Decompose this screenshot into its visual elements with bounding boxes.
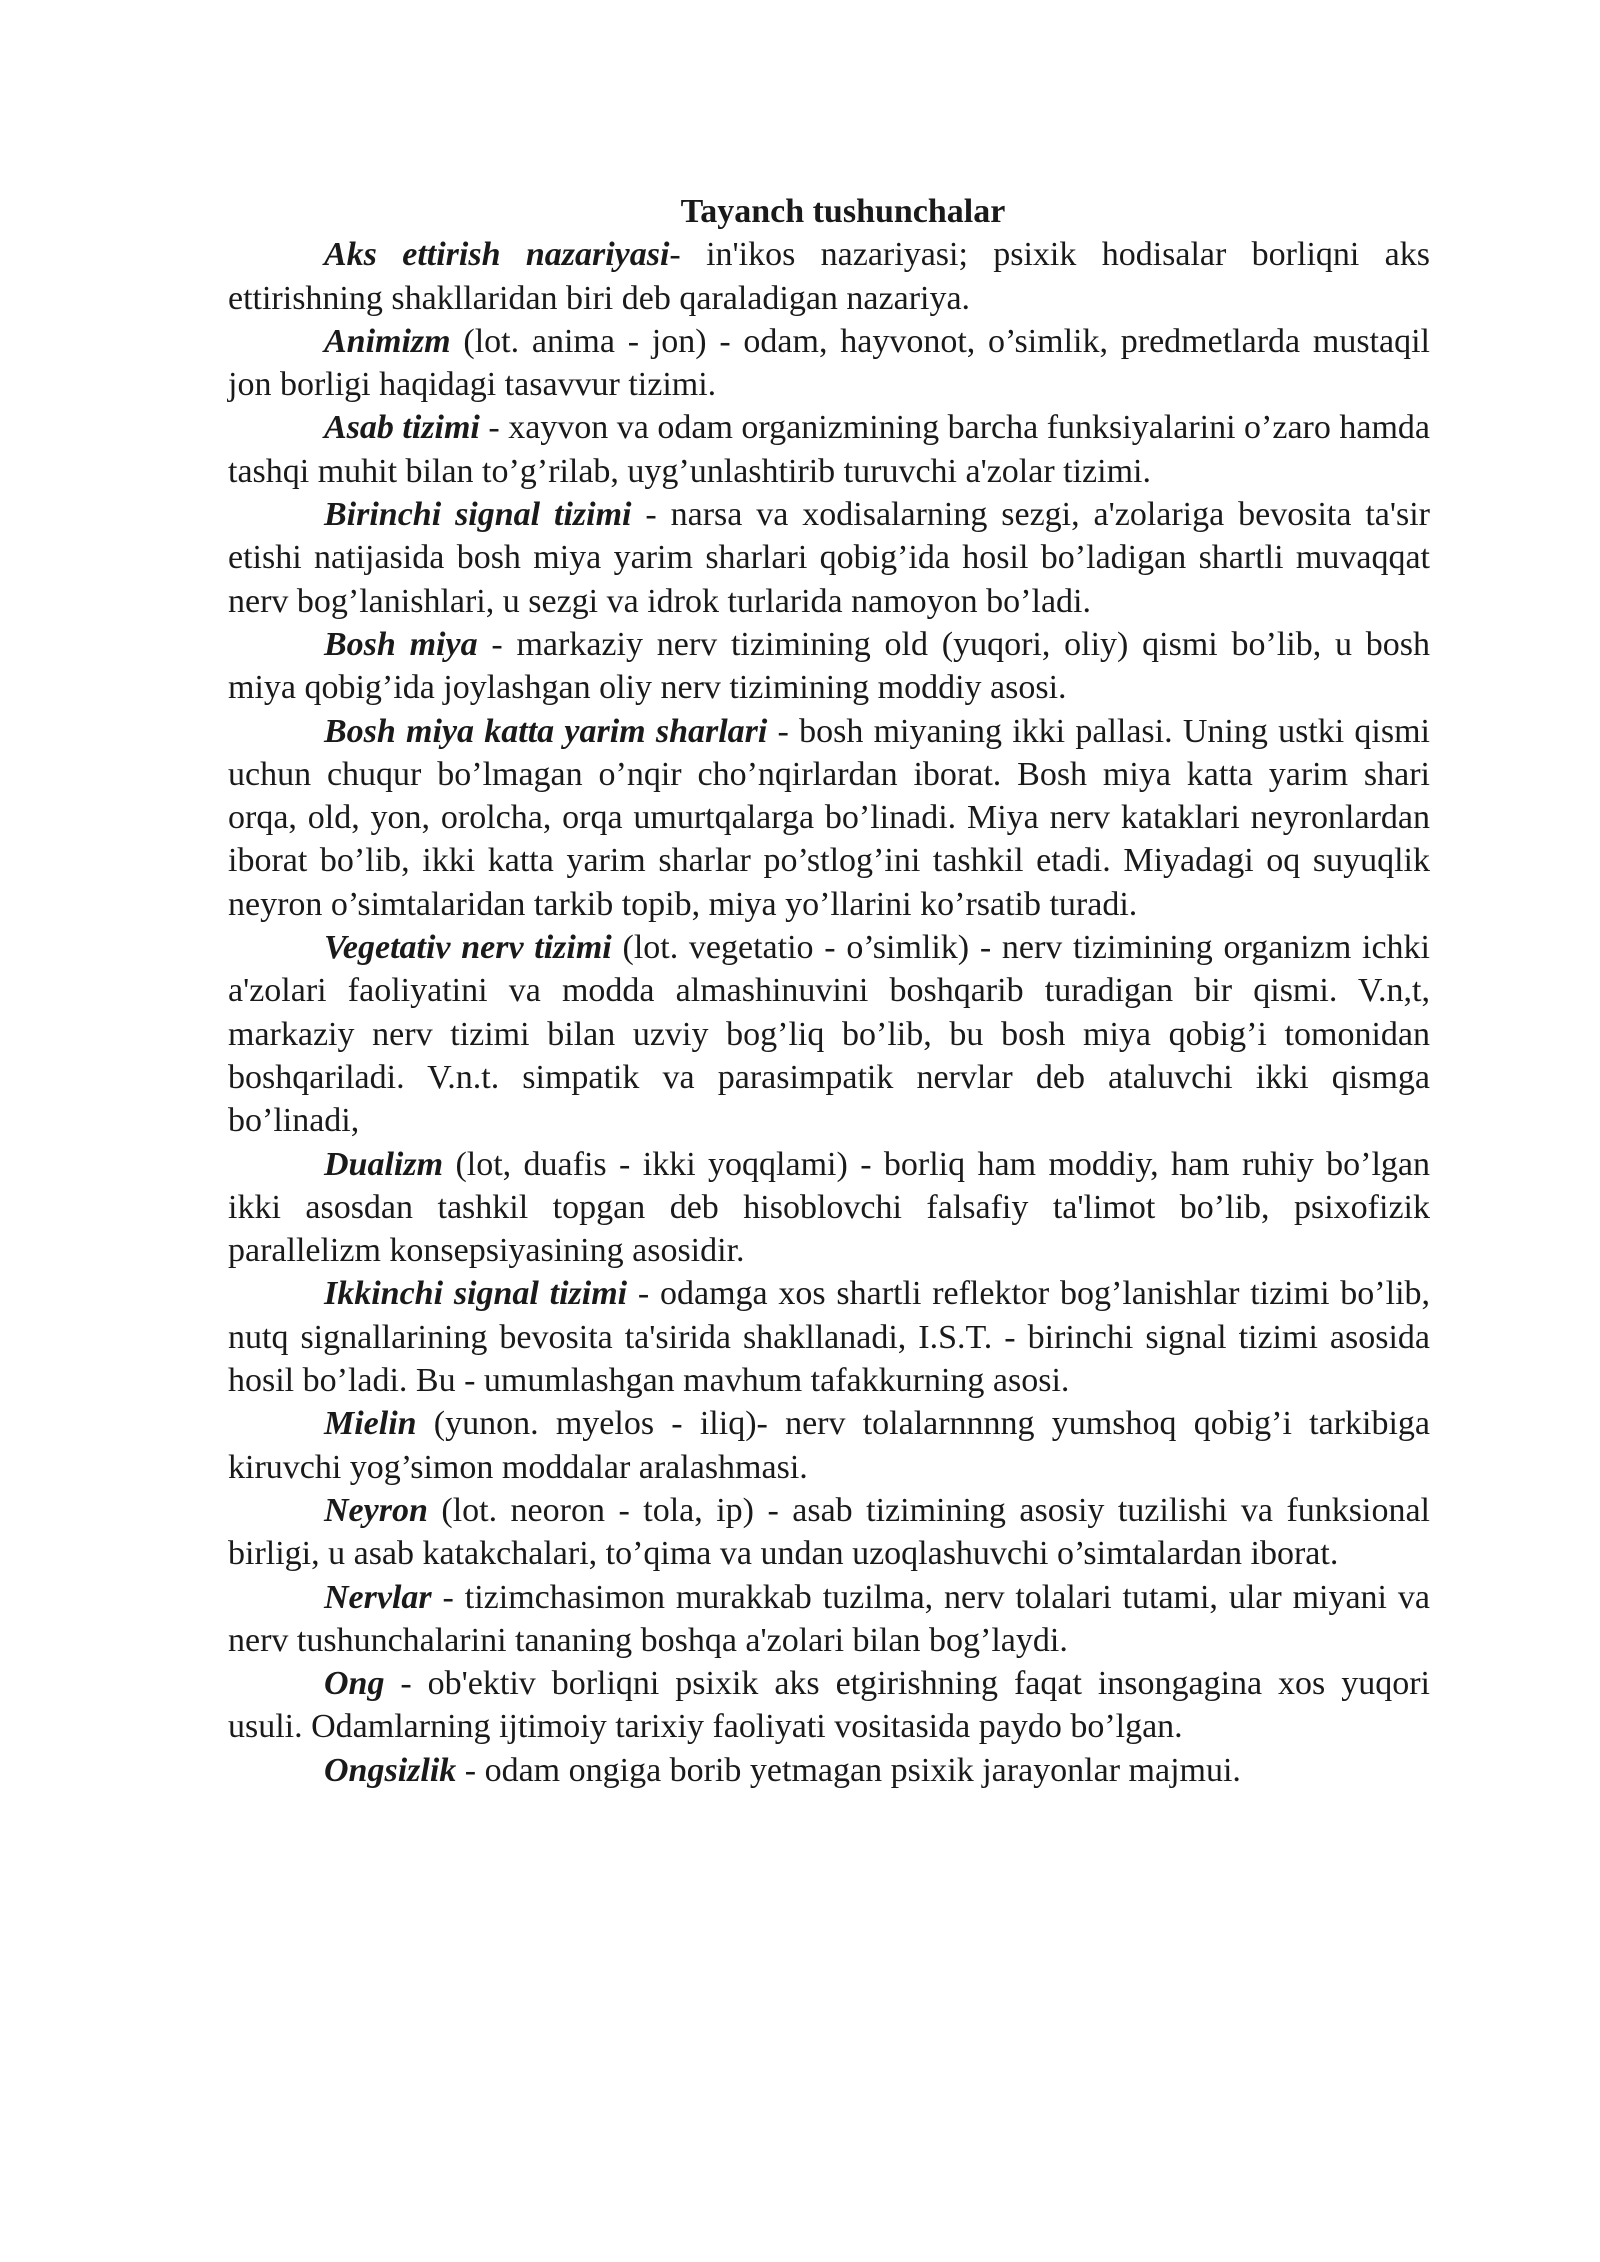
entry-definition: - ob'ektiv borliqni psixik aks etgirishning faqat insongagina xos yuqori usuli. Odamlarning ijtimoiy tarixiy faoliyati vositasida paydo bo’lgan. xyxy=(228,1665,1430,1746)
entry-term: Bosh miya xyxy=(324,625,478,663)
entry-term: Ikkinchi signal tizimi xyxy=(324,1275,628,1313)
entry-definition: - tizimchasimon murakkab tuzilma, nerv tolalari tutami, ular miyani va nerv tushunchalarini tananing boshqa a'zolari bilan bog’laydi. xyxy=(228,1578,1430,1659)
entry-definition: (lot. neoron - tola, ip) - asab tizimining asosiy tuzilishi va funksional birligi, u asab katakchalari, to’qima va undan uzoqlashuvchi o’simtalardan iborat. xyxy=(228,1491,1430,1573)
entry-definition: - bosh miyaning ikki pallasi. Uning ustki qismi uchun chuqur bo’lmagan o’nqir cho’nqirlardan iborat. Bosh miya katta yarim shari orqa, old, yon, orolcha, orqa umurtqalarga bo’linadi. Miya nerv kataklari neyronlardan iborat bo’lib, ikki katta yarim sharlar po’stlog’ini tashkil etadi. Miyadagi oq suyuqlik neyron o’simtalaridan tarkib topib, miya yo’llarini ko’rsatib turadi. xyxy=(228,712,1430,923)
glossary-entry xyxy=(228,406,1430,493)
entry-definition: (lot. anima - jon) - odam, hayvonot, o’simlik, predmetlarda mustaqil jon borligi haqidagi tasavvur tizimi. xyxy=(228,322,1430,404)
entry-term: Neyron xyxy=(324,1491,428,1529)
glossary-entry xyxy=(228,320,1430,407)
entry-term: Vegetativ nerv tizimi xyxy=(324,929,612,967)
entry-term: Ongsizlik xyxy=(324,1751,457,1789)
document-page xyxy=(228,190,1430,1792)
entry-definition: - xayvon va odam organizmining barcha funksiyalarini o’zaro hamda tashqi muhit bilan to’g’rilab, uyg’unlashtirib turuvchi a'zolar tizimi. xyxy=(228,409,1430,490)
entry-definition: - in'ikos nazariyasi; psixik hodisalar borliqni aks ettirishning shakllaridan biri deb qaraladigan nazariya. xyxy=(228,236,1430,317)
glossary-entry xyxy=(228,1272,1430,1402)
entry-definition: - narsa va xodisalarning sezgi, a'zolariga bevosita ta'sir etishi natijasida bosh miya yarim sharlari qobig’ida hosil bo’ladigan shartli muvaqqat nerv bog’lanishlari, u sezgi va idrok turlarida namoyon bo’ladi. xyxy=(228,496,1431,620)
entry-definition: - markaziy nerv tizimining old (yuqori, oliy) qismi bo’lib, u bosh miya qobig’ida joylashgan oliy nerv tizimining moddiy asosi. xyxy=(228,625,1430,707)
entry-definition: (yunon. myelos - iliq)- nerv tolalarnnnng yumshoq qobig’i tarkibiga kiruvchi yog’simon moddalar aralashmasi. xyxy=(228,1405,1430,1486)
entry-definition: - odamga xos shartli reflektor bog’lanishlar tizimi bo’lib, nutq signallarining bevosita ta'sirida shakllanadi, I.S.T. - birinchi signal tizimi asosida hosil bo’ladi. Bu - umumlashgan mavhum tafakkurning asosi. xyxy=(228,1275,1431,1400)
glossary-entry xyxy=(228,1143,1430,1273)
entry-definition: (lot, duafis - ikki yoqqlami) - borliq ham moddiy, ham ruhiy bo’lgan ikki asosdan tashkil topgan deb hisoblovchi falsafiy ta'limot bo’lib, psixofizik parallelizm konsepsiyasining asosidir. xyxy=(228,1145,1430,1270)
entry-term: Bosh miya katta yarim sharlari xyxy=(324,712,768,750)
entry-term: Aks ettirish nazariyasi xyxy=(324,236,670,274)
entry-term: Dualizm xyxy=(324,1145,444,1183)
entry-term: Ong xyxy=(324,1665,385,1703)
glossary-entry xyxy=(228,1489,1430,1576)
glossary-entry xyxy=(228,1576,1430,1663)
entry-term: Animizm xyxy=(324,322,451,360)
entry-definition: - odam ongiga borib yetmagan psixik jarayonlar majmui. xyxy=(456,1751,1241,1789)
entry-term: Nervlar xyxy=(324,1578,432,1616)
glossary-entry xyxy=(228,710,1430,926)
glossary-entry xyxy=(228,926,1430,1142)
glossary-entry xyxy=(228,493,1430,623)
entry-definition: (lot. vegetatio - o’simlik) - nerv tizimining organizm ichki a'zolari faoliyatini va modda almashinuvini boshqarib turadigan bir qismi. V.n,t, markaziy nerv tizimi bilan uzviy bog’liq bo’lib, bu bosh miya qobig’i tomonidan boshqariladi. V.n.t. simpatik va parasimpatik nervlar deb ataluvchi ikki qismga bo’linadi, xyxy=(228,929,1431,1140)
glossary-entry xyxy=(228,1749,1430,1792)
entry-term: Birinchi signal tizimi xyxy=(324,496,632,534)
page-title: Tayanch tushunchalar xyxy=(680,193,1006,230)
entry-term: Asab tizimi xyxy=(324,409,480,447)
glossary-entry xyxy=(228,233,1430,320)
glossary-entry xyxy=(228,1662,1430,1749)
entry-term: Mielin xyxy=(324,1405,417,1443)
glossary-entry xyxy=(228,1402,1430,1489)
glossary-entry xyxy=(228,623,1430,710)
